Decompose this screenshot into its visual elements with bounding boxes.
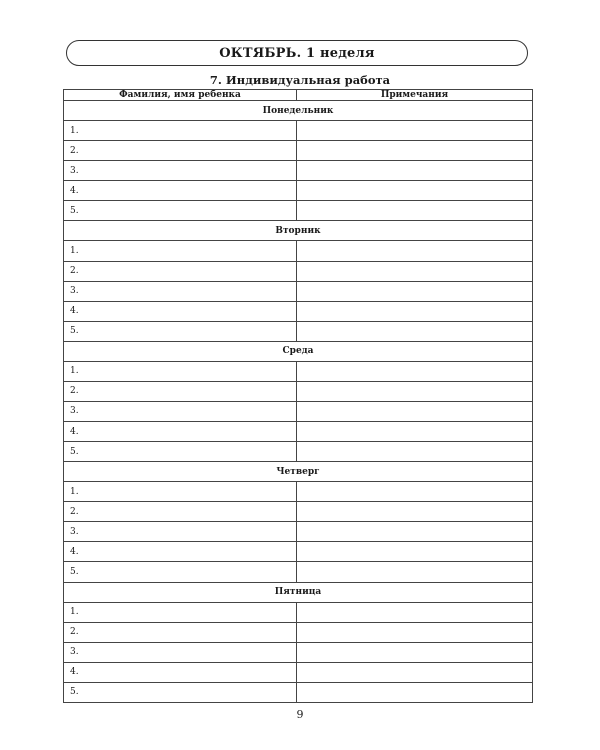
table-row xyxy=(64,442,533,462)
child-name-cell[interactable]: 1. xyxy=(64,482,297,502)
table-row xyxy=(64,301,533,321)
child-name-cell[interactable]: 3. xyxy=(64,401,297,421)
child-name-cell[interactable]: 4. xyxy=(64,301,297,321)
notes-cell[interactable] xyxy=(297,161,533,181)
notes-cell[interactable] xyxy=(297,241,533,261)
notes-cell[interactable] xyxy=(297,542,533,562)
notes-cell[interactable] xyxy=(297,361,533,381)
notes-cell[interactable] xyxy=(297,662,533,682)
notes-cell[interactable] xyxy=(297,141,533,161)
notes-cell[interactable] xyxy=(297,442,533,462)
child-name-cell[interactable]: 5. xyxy=(64,321,297,341)
table-row xyxy=(64,161,533,181)
child-name-cell[interactable]: 1. xyxy=(64,361,297,381)
column-header-notes: Примечания xyxy=(297,90,533,101)
child-name-cell[interactable]: 3. xyxy=(64,642,297,662)
day-header-row xyxy=(64,582,533,602)
day-header-row xyxy=(64,341,533,361)
table-row xyxy=(64,522,533,542)
child-name-cell[interactable]: 5. xyxy=(64,562,297,582)
day-label: Вторник xyxy=(64,221,533,241)
notes-cell[interactable] xyxy=(297,522,533,542)
page-number: 9 xyxy=(296,708,304,721)
notes-cell[interactable] xyxy=(297,602,533,622)
week-title: ОКТЯБРЬ. 1 неделя xyxy=(66,40,528,66)
notes-cell[interactable] xyxy=(297,562,533,582)
day-label: Понедельник xyxy=(64,101,533,121)
table-row xyxy=(64,502,533,522)
notes-cell[interactable] xyxy=(297,622,533,642)
child-name-cell[interactable]: 1. xyxy=(64,241,297,261)
notes-cell[interactable] xyxy=(297,502,533,522)
day-label: Среда xyxy=(64,341,533,361)
table-row xyxy=(64,361,533,381)
notes-cell[interactable] xyxy=(297,261,533,281)
table-row xyxy=(64,141,533,161)
notes-cell[interactable] xyxy=(297,301,533,321)
table-row xyxy=(64,662,533,682)
table-row xyxy=(64,241,533,261)
notes-cell[interactable] xyxy=(297,321,533,341)
table-row xyxy=(64,201,533,221)
notes-cell[interactable] xyxy=(297,482,533,502)
day-label: Четверг xyxy=(64,462,533,482)
child-name-cell[interactable]: 5. xyxy=(64,442,297,462)
table-row xyxy=(64,482,533,502)
table-row xyxy=(64,281,533,301)
table-body xyxy=(64,101,533,703)
child-name-cell[interactable]: 4. xyxy=(64,662,297,682)
child-name-cell[interactable]: 4. xyxy=(64,422,297,442)
child-name-cell[interactable]: 4. xyxy=(64,181,297,201)
notes-cell[interactable] xyxy=(297,642,533,662)
day-header-row xyxy=(64,462,533,482)
child-name-cell[interactable]: 2. xyxy=(64,381,297,401)
notes-cell[interactable] xyxy=(297,281,533,301)
notes-cell[interactable] xyxy=(297,682,533,702)
child-name-cell[interactable]: 1. xyxy=(64,121,297,141)
table-row xyxy=(64,602,533,622)
notes-cell[interactable] xyxy=(297,121,533,141)
child-name-cell[interactable]: 1. xyxy=(64,602,297,622)
child-name-cell[interactable]: 3. xyxy=(64,161,297,181)
day-label: Пятница xyxy=(64,582,533,602)
table-row xyxy=(64,401,533,421)
notes-cell[interactable] xyxy=(297,422,533,442)
day-header-row xyxy=(64,101,533,121)
table-header-row xyxy=(64,90,533,101)
child-name-cell[interactable]: 5. xyxy=(64,682,297,702)
table-row xyxy=(64,622,533,642)
table-row xyxy=(64,181,533,201)
table-row xyxy=(64,381,533,401)
table-row xyxy=(64,562,533,582)
child-name-cell[interactable]: 3. xyxy=(64,281,297,301)
child-name-cell[interactable]: 2. xyxy=(64,502,297,522)
child-name-cell[interactable]: 2. xyxy=(64,622,297,642)
notes-cell[interactable] xyxy=(297,381,533,401)
section-title: 7. Индивидуальная работа xyxy=(209,73,391,87)
notes-cell[interactable] xyxy=(297,401,533,421)
child-name-cell[interactable]: 2. xyxy=(64,261,297,281)
day-header-row xyxy=(64,221,533,241)
notes-cell[interactable] xyxy=(297,201,533,221)
child-name-cell[interactable]: 4. xyxy=(64,542,297,562)
child-name-cell[interactable]: 3. xyxy=(64,522,297,542)
notes-cell[interactable] xyxy=(297,181,533,201)
table-row xyxy=(64,422,533,442)
table-row xyxy=(64,321,533,341)
table-row xyxy=(64,121,533,141)
table-row xyxy=(64,261,533,281)
child-name-cell[interactable]: 5. xyxy=(64,201,297,221)
table-row xyxy=(64,642,533,662)
column-header-child-name: Фамилия, имя ребенка xyxy=(64,90,297,101)
table-row xyxy=(64,542,533,562)
child-name-cell[interactable]: 2. xyxy=(64,141,297,161)
work-table xyxy=(63,89,533,703)
table-row xyxy=(64,682,533,702)
